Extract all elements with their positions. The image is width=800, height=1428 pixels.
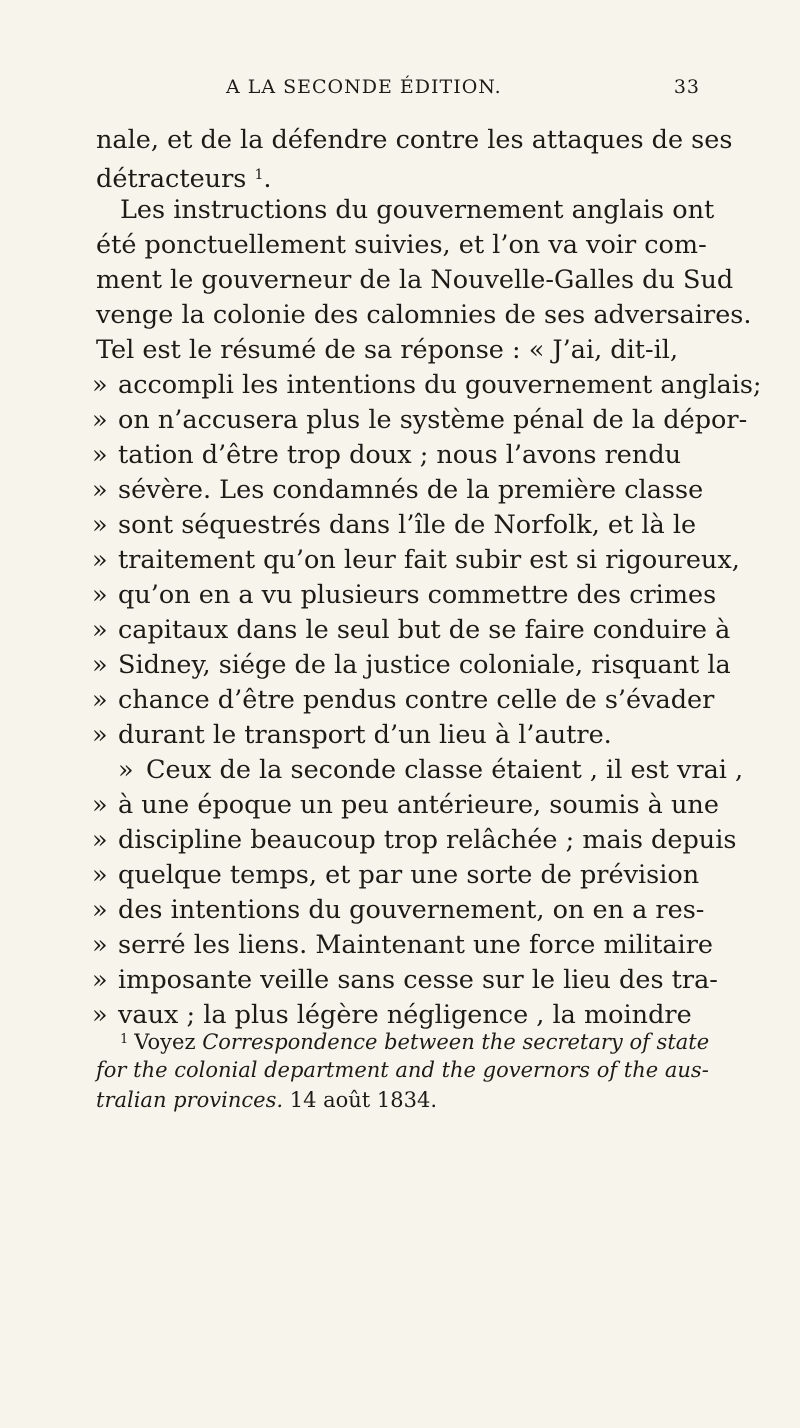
footnote-number: 1 (120, 1032, 129, 1047)
quote-mark: » (92, 510, 108, 540)
quote-mark: » (92, 930, 108, 960)
text-line: Les instructions du gouvernement anglais ont (120, 195, 715, 225)
text-line: venge la colonie des calomnies de ses adversaires. (96, 300, 752, 330)
quoted-line: » sévère. Les condamnés de la première classe (96, 473, 696, 508)
quoted-line: » accompli les intentions du gouvernement anglais; (96, 368, 696, 403)
quote-mark: » (92, 790, 108, 820)
quote-mark: » (92, 615, 108, 645)
quote-mark: » (92, 580, 108, 610)
quote-mark: » (92, 860, 108, 890)
quote-mark: » (92, 965, 108, 995)
quoted-line: » Sidney, siége de la justice coloniale, risquant la (96, 648, 696, 683)
page-header (96, 76, 700, 106)
footnote-line: for the colonial department and the governors of the aus- (96, 1058, 709, 1082)
quote-mark: » (92, 895, 108, 925)
quote-mark: » (92, 405, 108, 435)
quoted-line: » traitement qu’on leur fait subir est si rigoureux, (96, 543, 696, 578)
text-line: été ponctuellement suivies, et l’on va voir com- (96, 230, 707, 260)
quoted-line: » tation d’être trop doux ; nous l’avons rendu (96, 438, 696, 473)
quoted-line: » serré les liens. Maintenant une force militaire (96, 928, 696, 963)
quote-mark: » (92, 440, 108, 470)
quoted-line: » imposante veille sans cesse sur le lieu des tra- (96, 963, 696, 998)
quoted-line: » capitaux dans le seul but de se faire conduire à (96, 613, 696, 648)
quote-mark: » (118, 755, 134, 785)
quote-mark: » (92, 825, 108, 855)
running-title: A LA SECONDE ÉDITION. (226, 76, 502, 98)
footnote-ref: 1 (254, 167, 264, 183)
quoted-line: » Ceux de la seconde classe étaient , il est vrai , (96, 753, 696, 788)
quote-mark: » (92, 545, 108, 575)
quote-mark: » (92, 475, 108, 505)
quoted-line: » sont séquestrés dans l’île de Norfolk, et là le (96, 508, 696, 543)
page-number: 33 (673, 76, 700, 98)
footnote-date: 14 août 1834. (289, 1088, 438, 1112)
quoted-line: » durant le transport d’un lieu à l’autre. (96, 718, 696, 753)
quote-mark: » (92, 1000, 108, 1030)
quoted-line: » quelque temps, et par une sorte de prévision (96, 858, 696, 893)
text-line: ment le gouverneur de la Nouvelle-Galles du Sud (96, 265, 734, 295)
quote-mark: » (92, 650, 108, 680)
body-text (92, 123, 762, 1033)
text-line: Tel est le résumé de sa réponse : « J’ai, dit-il, (96, 335, 679, 365)
quoted-line: » on n’accusera plus le système pénal de la dépor- (96, 403, 696, 438)
footnote-line: tralian provinces. 14 août 1834. (96, 1088, 438, 1112)
quoted-line: » des intentions du gouvernement, on en a res- (96, 893, 696, 928)
quoted-line: » discipline beaucoup trop relâchée ; mais depuis (96, 823, 696, 858)
text-line: nale, et de la défendre contre les attaques de ses (96, 125, 733, 155)
footnote-line: $^1$ Voyez Correspondence between the secretary of state (120, 1030, 710, 1054)
text-line: détracteurs $^1$. (96, 164, 272, 194)
quoted-line: » chance d’être pendus contre celle de s’évader (96, 683, 696, 718)
quoted-line: » qu’on en a vu plusieurs commettre des crimes (96, 578, 696, 613)
quote-mark: » (92, 370, 108, 400)
quote-mark: » (92, 685, 108, 715)
footnote-title: Correspondence between the secretary of state (202, 1030, 710, 1054)
footnote (96, 1025, 710, 1115)
quoted-line: » vaux ; la plus légère négligence , la moindre (96, 998, 696, 1033)
quote-mark: » (92, 720, 108, 750)
quoted-line: » à une époque un peu antérieure, soumis à une (96, 788, 696, 823)
